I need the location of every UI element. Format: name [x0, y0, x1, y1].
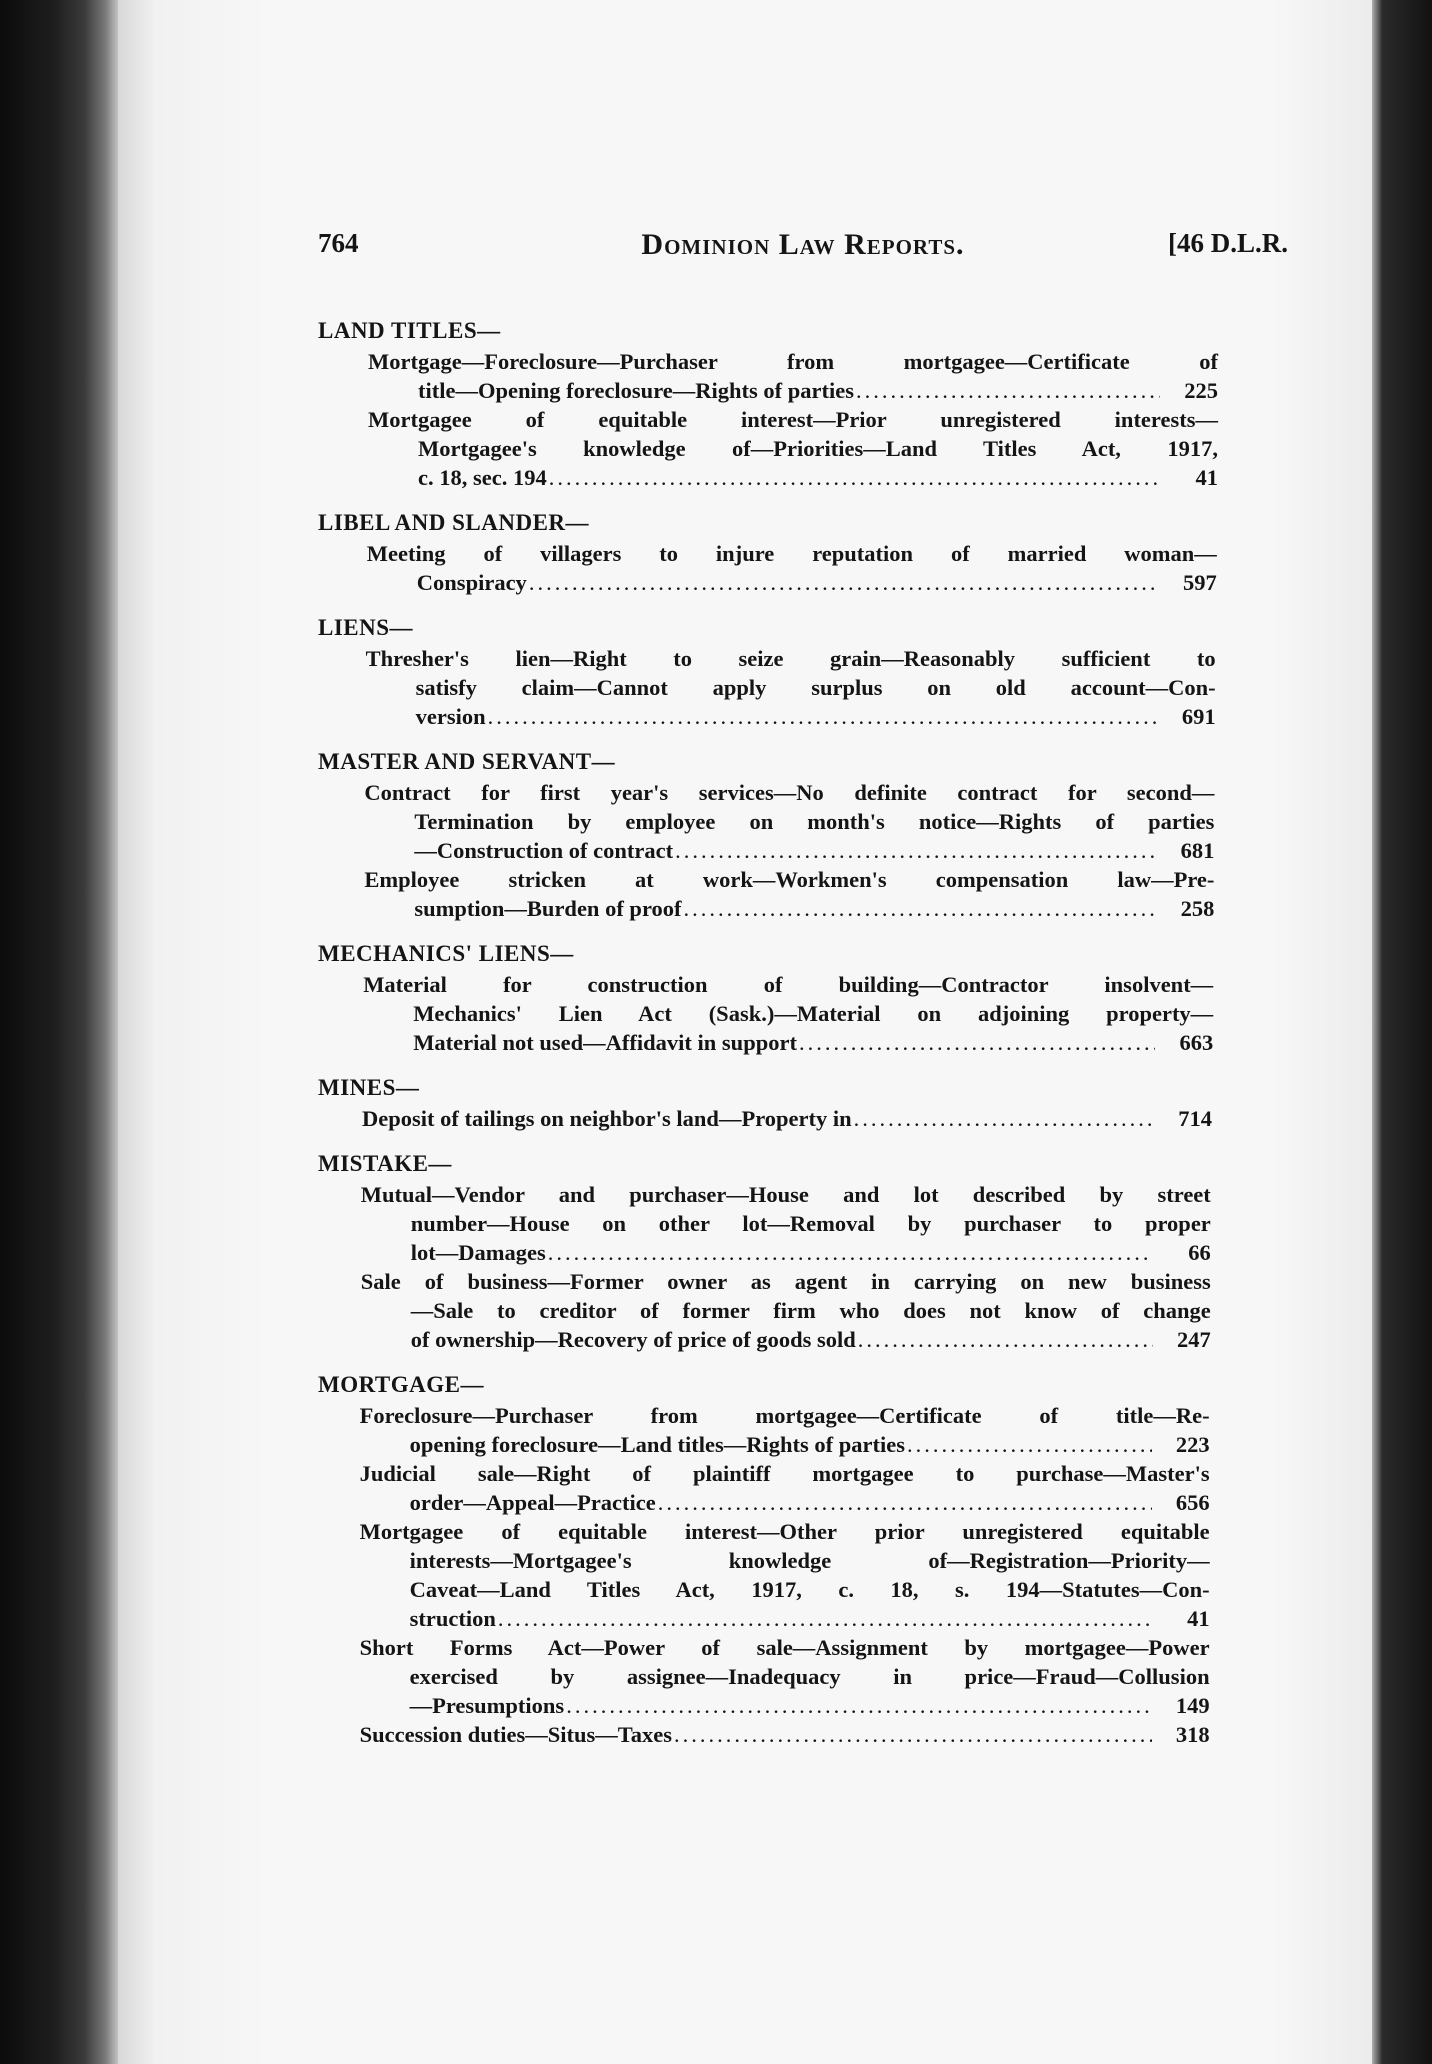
- index-entry: [359, 1401, 1210, 1459]
- entry-text: Material not used—Affidavit in support: [413, 1030, 797, 1055]
- entry-last-line: [418, 463, 1218, 492]
- entry-last-line: [410, 1691, 1210, 1720]
- index-entry: [368, 347, 1218, 405]
- dot-leader: [858, 1325, 1153, 1354]
- section-heading: LAND TITLES—: [318, 318, 501, 343]
- page-reference: 41: [1195, 465, 1218, 490]
- page-reference: 681: [1180, 838, 1215, 863]
- index-entry: [360, 1267, 1211, 1354]
- dot-leader: [684, 894, 1157, 923]
- entry-last-line: [416, 702, 1216, 731]
- entry-text: of ownership—Recovery of price of goods sold: [410, 1327, 856, 1352]
- entry-last-line: [410, 1604, 1210, 1633]
- dot-leader: [907, 1430, 1152, 1459]
- entry-line: Employee stricken at work—Workmen's compensation law—Pre-: [364, 867, 1215, 892]
- entry-text: opening foreclosure—Land titles—Rights of parties: [409, 1432, 906, 1457]
- index-entry: [359, 1517, 1210, 1633]
- page-reference: 258: [1180, 896, 1215, 921]
- entry-line: interests—Mortgagee's knowledge of—Registration—Priority—: [409, 1548, 1210, 1573]
- entry-line: Caveat—Land Titles Act, 1917, c. 18, s. 194—Statutes—Con-: [409, 1577, 1210, 1602]
- entry-last-line: [410, 1488, 1210, 1517]
- entry-line: satisfy claim—Cannot apply surplus on old account—Con-: [415, 675, 1216, 700]
- dot-leader: [548, 1238, 1153, 1267]
- page-reference: 247: [1177, 1327, 1211, 1352]
- entry-line: Thresher's lien—Right to seize grain—Reasonably sufficient to: [365, 646, 1216, 671]
- dot-leader: [856, 376, 1160, 405]
- entry-text: c. 18, sec. 194: [418, 465, 547, 490]
- dot-leader: [488, 702, 1158, 731]
- entry-text: —Presumptions: [409, 1693, 565, 1718]
- page-reference: 223: [1175, 1432, 1210, 1457]
- dot-leader: [566, 1691, 1151, 1720]
- entry-last-line: [411, 1238, 1211, 1267]
- section-heading: MECHANICS' LIENS—: [318, 941, 574, 966]
- page-reference: 714: [1178, 1106, 1212, 1131]
- entry-line: Judicial sale—Right of plaintiff mortgagee to purchase—Master's: [359, 1461, 1210, 1486]
- dot-leader: [529, 568, 1159, 597]
- entry-text: order—Appeal—Practice: [409, 1490, 656, 1515]
- entry-text: version: [415, 704, 486, 729]
- index-entry: [360, 1180, 1211, 1267]
- journal-title: Dominion Law Reports.: [641, 228, 965, 261]
- entry-text: —Construction of contract: [414, 838, 674, 863]
- entry-line: Short Forms Act—Power of sale—Assignment by mortgagee—Power: [359, 1635, 1210, 1660]
- entry-last-line: [411, 1325, 1211, 1354]
- entry-last-line: [410, 1430, 1210, 1459]
- page-reference: 663: [1179, 1030, 1214, 1055]
- page-reference: 318: [1175, 1722, 1210, 1747]
- entry-line: exercised by assignee—Inadequacy in price—Fraud—Collusion: [409, 1664, 1210, 1689]
- entry-text: Conspiracy: [416, 570, 527, 595]
- entry-text: struction: [409, 1606, 496, 1631]
- entry-text: sumption—Burden of proof: [414, 896, 682, 921]
- dot-leader: [675, 836, 1156, 865]
- volume-label: [46 D.L.R.: [1168, 228, 1288, 258]
- page-number: 764: [318, 228, 359, 258]
- dot-leader: [854, 1104, 1154, 1133]
- entry-last-line: [417, 568, 1217, 597]
- index-entry: [363, 970, 1214, 1057]
- entry-line: Mortgagee of equitable interest—Other prior unregistered equitable: [359, 1519, 1210, 1544]
- entry-last-line: [414, 894, 1214, 923]
- entry-text: Deposit of tailings on neighbor's land—Property in: [362, 1106, 852, 1131]
- index-entry: [365, 644, 1216, 731]
- entry-last-line: [360, 1720, 1210, 1749]
- entry-line: Mechanics' Lien Act (Sask.)—Material on adjoining property—: [413, 1001, 1214, 1026]
- index-entry: [362, 1104, 1212, 1133]
- entry-line: Mortgage—Foreclosure—Purchaser from mortgagee—Certificate of: [368, 349, 1218, 374]
- page-reference: 691: [1181, 704, 1216, 729]
- entry-line: Material for construction of building—Contractor insolvent—: [363, 972, 1214, 997]
- index-entry: [359, 1720, 1210, 1749]
- index-body: [118, 316, 1372, 1749]
- entry-line: —Sale to creditor of former firm who does not know of change: [410, 1298, 1211, 1323]
- section-heading: MISTAKE—: [318, 1151, 452, 1176]
- index-entry: [359, 1459, 1210, 1517]
- facing-page-edge: [1370, 0, 1432, 2064]
- dot-leader: [674, 1720, 1152, 1749]
- page-reference: 225: [1184, 378, 1218, 403]
- dot-leader: [549, 463, 1160, 492]
- dot-leader: [799, 1028, 1155, 1057]
- entry-text: lot—Damages: [410, 1240, 546, 1265]
- entry-line: Sale of business—Former owner as agent in carrying on new business: [360, 1269, 1211, 1294]
- entry-line: Mutual—Vendor and purchaser—House and lot described by street: [360, 1182, 1211, 1207]
- section-heading: MASTER AND SERVANT—: [318, 749, 616, 774]
- entry-line: Meeting of villagers to injure reputation of married woman—: [366, 541, 1217, 566]
- dot-leader: [498, 1604, 1152, 1633]
- book-page: [118, 0, 1372, 2064]
- page-reference: 149: [1175, 1693, 1210, 1718]
- section-heading: MORTGAGE—: [318, 1372, 484, 1397]
- page-reference: 66: [1188, 1240, 1211, 1265]
- page-reference: 597: [1183, 570, 1217, 595]
- index-entry: [359, 1633, 1210, 1720]
- running-head: [318, 228, 1288, 268]
- entry-last-line: [362, 1104, 1212, 1133]
- entry-text: Succession duties—Situs—Taxes: [359, 1722, 672, 1747]
- index-entry: [366, 539, 1217, 597]
- entry-last-line: [414, 836, 1214, 865]
- entry-text: title—Opening foreclosure—Rights of parties: [418, 378, 855, 403]
- page-reference: 41: [1187, 1606, 1210, 1631]
- book-spine-edge: [0, 0, 120, 2064]
- section-heading: LIENS—: [318, 615, 414, 640]
- dot-leader: [658, 1488, 1152, 1517]
- page-reference: 656: [1175, 1490, 1210, 1515]
- index-entry: [364, 778, 1215, 865]
- entry-line: Contract for first year's services—No definite contract for second—: [364, 780, 1215, 805]
- index-entry: [364, 865, 1215, 923]
- entry-line: Foreclosure—Purchaser from mortgagee—Certificate of title—Re-: [359, 1403, 1210, 1428]
- section-heading: LIBEL AND SLANDER—: [318, 510, 590, 535]
- entry-line: Termination by employee on month's notice—Rights of parties: [414, 809, 1215, 834]
- entry-last-line: [413, 1028, 1213, 1057]
- index-entry: [368, 405, 1218, 492]
- entry-line: Mortgagee's knowledge of—Priorities—Land Titles Act, 1917,: [418, 436, 1218, 461]
- section-heading: MINES—: [318, 1075, 420, 1100]
- entry-last-line: [418, 376, 1218, 405]
- entry-line: Mortgagee of equitable interest—Prior unregistered interests—: [368, 407, 1218, 432]
- entry-line: number—House on other lot—Removal by purchaser to proper: [410, 1211, 1211, 1236]
